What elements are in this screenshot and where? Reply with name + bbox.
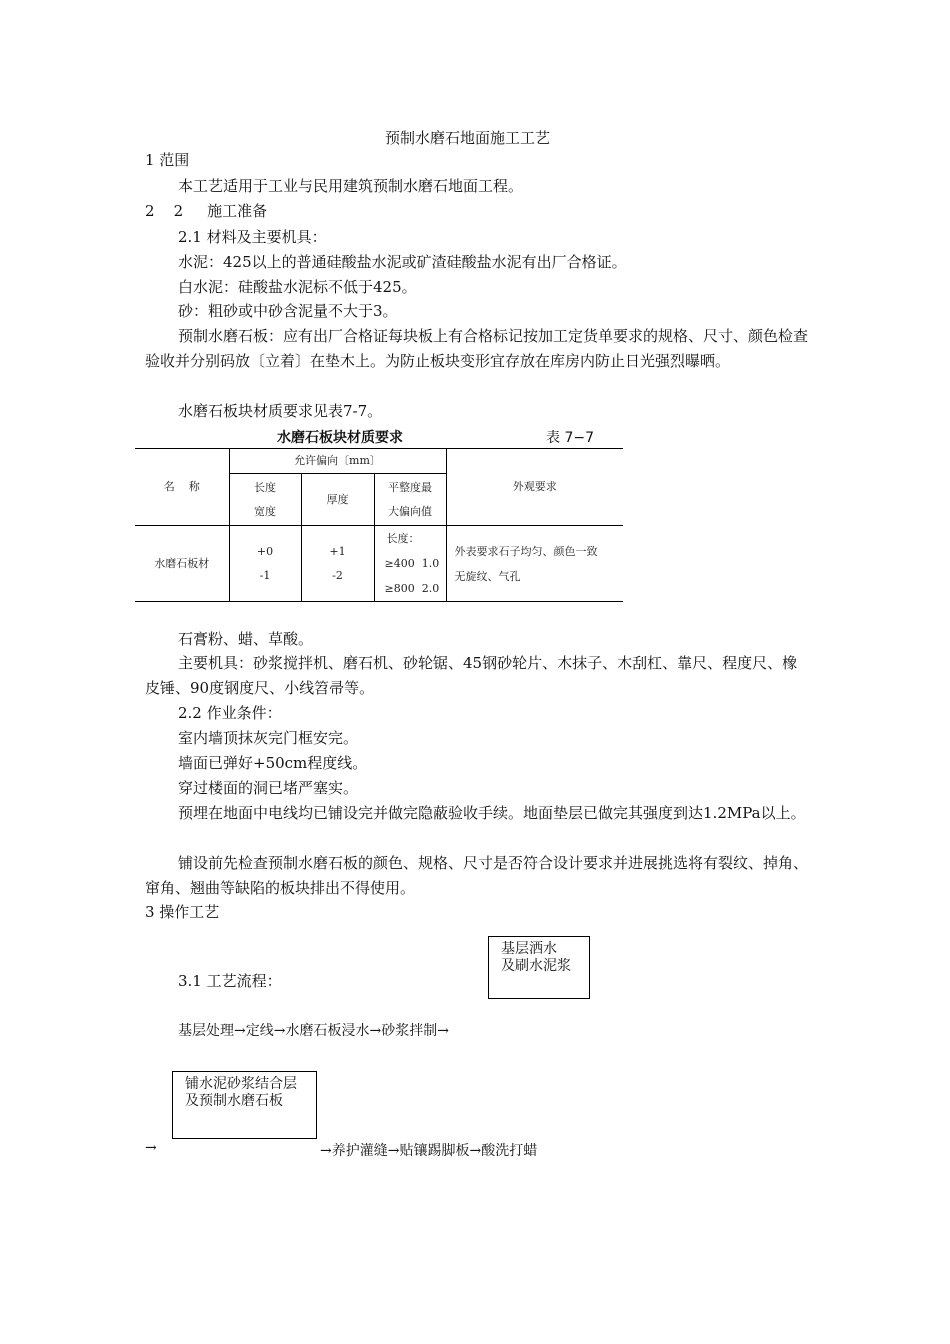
flow-box-mortar-laying-line1: 铺水泥砂浆结合层 [185,1076,297,1092]
gypsum-text: 石膏粉、蜡、草酸。 [178,630,314,648]
flow-arrow-start: → [145,1140,157,1156]
flow-box-base-watering-line2: 及刷水泥浆 [501,958,571,974]
condition-1: 室内墙顶抹灰完门框安完。 [178,729,359,747]
row-flatness-800: ≥800 2.0 [384,582,440,595]
table-caption: 水磨石板块材质要求 [277,430,403,446]
header-name: 名 称 [135,449,229,526]
flow-box-mortar-laying [172,1071,317,1139]
sand-text: 砂：粗砂或中砂含泥量不大于3。 [178,302,398,320]
cement-text: 水泥：425以上的普通硅酸盐水泥或矿渣硅酸盐水泥有出厂合格证。 [178,253,627,271]
condition-4: 预埋在地面中电线均已铺设完并做完隐蔽验收手续。地面垫层已做完其强度到达1.2MPa以上。 [178,804,806,822]
flow-box-mortar-laying-line2: 及预制水磨石板 [185,1093,283,1109]
header-length: 长度 [254,480,276,494]
white-cement-text: 白水泥：硅酸盐水泥标不低于425。 [178,278,417,296]
header-flatness-line2: 大偏向值 [388,504,432,518]
row-name: 水磨石板材 [135,526,229,602]
row-appearance-line1: 外表要求石子均匀、颜色一致 [454,544,598,558]
section-2-heading [145,199,810,224]
table-reference: 水磨石板块材质要求见表7-7。 [178,402,383,420]
row-flatness-label: 长度： [386,532,420,545]
flow-box-base-watering [488,936,590,999]
row-thickness-minus: -2 [332,568,343,582]
condition-3: 穿过楼面的洞已堵严塞实。 [178,779,359,797]
material-spec-table [135,448,623,602]
row-appearance [446,526,623,602]
subsection-2-1: 2.1 材料及主要机具： [178,228,327,246]
row-flatness-400: ≥400 1.0 [384,557,440,570]
header-tolerance: 允许偏向〔mm〕 [229,449,446,474]
flow-line-2: →养护灌缝→贴镶踢脚板→酸洗打蜡 [320,1143,538,1159]
row-flatness [374,526,446,602]
header-flatness-line1: 平整度最 [388,480,432,494]
subsection-2-2: 2.2 作业条件： [178,704,282,722]
flow-box-base-watering-line1: 基层洒水 [501,941,557,957]
table-header-row [135,449,623,474]
section-2-number: 2 2 [145,202,184,220]
header-appearance: 外观要求 [446,449,623,526]
header-length-width [229,474,301,526]
row-length-minus: -1 [259,568,271,582]
section-2-title: 施工准备 [207,202,268,220]
condition-5: 铺设前先检查预制水磨石板的颜色、规格、尺寸是否符合设计要求并进展挑选将有裂纹、掉角、窜角、翘曲等缺陷的板块排出不得使用。 [145,854,809,897]
section-1-body: 本工艺适用于工业与民用建筑预制水磨石地面工程。 [178,177,524,195]
header-thickness: 厚度 [301,474,374,526]
header-flatness [374,474,446,526]
section-3-heading: 3 操作工艺 [145,903,220,921]
condition-2: 墙面已弹好+50cm程度线。 [178,754,368,772]
row-length [229,526,301,602]
slab-text: 预制水磨石板：应有出厂合格证每块板上有合格标记按加工定货单要求的规格、尺寸、颜色检查验收并分别码放〔立着〕在垫木上。为防止板块变形宜存放在库房内防止日光强烈曝晒。 [145,327,809,370]
row-thickness [301,526,374,602]
flow-line-1: 基层处理→定线→水磨石板浸水→砂浆拌制→ [178,1023,449,1039]
row-appearance-line2: 无旋纹、气孔 [454,569,521,583]
row-thickness-plus: +1 [329,544,346,558]
header-width: 宽度 [254,504,276,518]
table-number: 表 7−7 [546,430,594,446]
tools-text: 主要机具：砂浆搅拌机、磨石机、砂轮锯、45钢砂轮片、木抹子、木刮杠、靠尺、程度尺、橡皮锤、90度钢度尺、小线笤帚等。 [145,654,798,697]
subsection-3-1: 3.1 工艺流程： [178,972,282,990]
page-title: 预制水磨石地面施工工艺 [385,129,551,147]
section-1-heading: 1 范围 [145,151,190,169]
table-row [135,526,623,602]
row-length-plus: +0 [256,544,274,558]
